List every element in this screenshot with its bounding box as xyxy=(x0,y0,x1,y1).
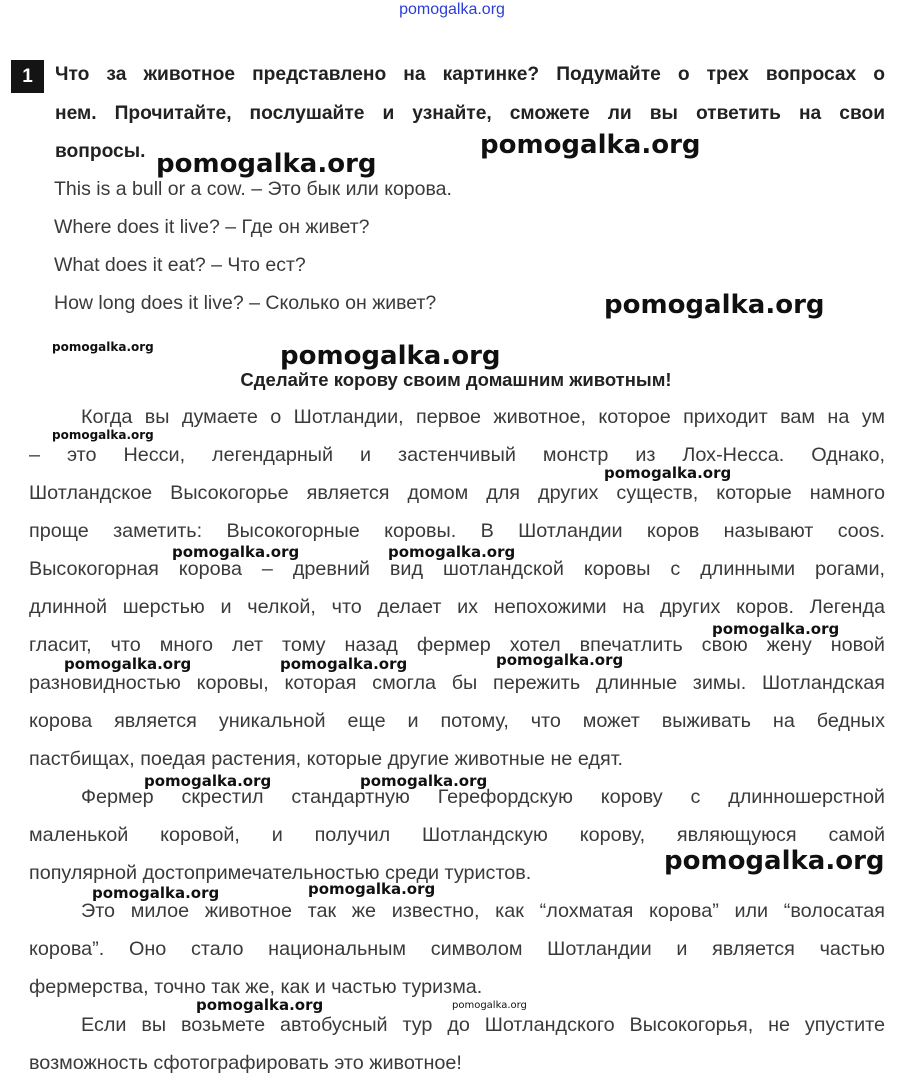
article-line: длинной шерстью и челкой, что делает их непохожими на других коров. Легенда xyxy=(29,596,885,618)
watermark: pomogalka.org xyxy=(480,130,701,160)
instruction-line: вопросы. xyxy=(55,141,146,162)
article-line: Шотландское Высокогорье является домом для других существ, которые намного xyxy=(29,482,885,504)
question-answer: What does it eat? – Что ест? xyxy=(54,254,306,276)
article-line: Высокогорная корова – древний вид шотландской коровы с длинными рогами, xyxy=(29,558,885,580)
watermark: pomogalka.org xyxy=(604,290,825,320)
watermark: pomogalka.org xyxy=(452,1000,527,1011)
article-line: возможность сфотографировать это животное! xyxy=(29,1052,462,1074)
watermark: pomogalka.org xyxy=(144,772,272,790)
watermark: pomogalka.org xyxy=(388,543,516,561)
watermark: pomogalka.org xyxy=(664,846,885,876)
article-line: Когда вы думаете о Шотландии, первое животное, которое приходит вам на ум xyxy=(81,406,885,428)
watermark: pomogalka.org xyxy=(92,884,220,902)
watermark: pomogalka.org xyxy=(360,772,488,790)
article-title: Сделайте корову своим домашним животным! xyxy=(240,369,672,390)
watermark: pomogalka.org xyxy=(196,996,324,1014)
article-line: – это Несси, легендарный и застенчивый монстр из Лох-Несса. Однако, xyxy=(29,444,885,466)
watermark: pomogalka.org xyxy=(712,620,840,638)
article-line: маленькой коровой, и получил Шотландскую корову, являющуюся самой xyxy=(29,824,885,846)
exercise-number-badge: 1 xyxy=(11,60,44,93)
watermark: pomogalka.org xyxy=(52,340,154,354)
article-line: пастбищах, поедая растения, которые другие животные не едят. xyxy=(29,748,624,770)
watermark: pomogalka.org xyxy=(308,880,436,898)
article-line: корова”. Оно стало национальным символом Шотландии и является частью xyxy=(29,938,885,960)
instruction-line: нем. Прочитайте, послушайте и узнайте, сможете ли вы ответить на свои xyxy=(55,103,885,124)
article-line: популярной достопримечательностью среди туристов. xyxy=(29,862,532,884)
article-line: разновидностью коровы, которая смогла бы пережить длинные зимы. Шотландская xyxy=(29,672,885,694)
article-line: Это милое животное так же известно, как “лохматая корова” или “волосатая xyxy=(81,900,885,922)
question-answer: This is a bull or a cow. – Это бык или корова. xyxy=(54,178,452,200)
article-line: Если вы возьмете автобусный тур до Шотландского Высокогорья, не упустите xyxy=(81,1014,885,1036)
article-line: корова является уникальной еще и потому, что может выживать на бедных xyxy=(29,710,885,732)
watermark: pomogalka.org xyxy=(156,149,377,179)
watermark: pomogalka.org xyxy=(496,651,624,669)
site-watermark-top[interactable]: pomogalka.org xyxy=(399,1,505,18)
article-line: гласит, что много лет тому назад фермер хотел впечатлить свою жену новой xyxy=(29,634,885,656)
article-line: Фермер скрестил стандартную Герефордскую корову с длинношерстной xyxy=(81,786,885,808)
article-line: проще заметить: Высокогорные коровы. В Шотландии коров называют coos. xyxy=(29,520,885,542)
question-answer: Where does it live? – Где он живет? xyxy=(54,216,370,238)
watermark: pomogalka.org xyxy=(604,464,732,482)
watermark: pomogalka.org xyxy=(280,341,501,371)
watermark: pomogalka.org xyxy=(172,543,300,561)
article-line: фермерства, точно так же, как и частью туризма. xyxy=(29,976,483,998)
watermark: pomogalka.org xyxy=(52,428,154,442)
question-answer: How long does it live? – Сколько он живет? xyxy=(54,292,437,314)
watermark: pomogalka.org xyxy=(64,655,192,673)
instruction-line: Что за животное представлено на картинке? Подумайте о трех вопросах о xyxy=(55,64,885,85)
watermark: pomogalka.org xyxy=(280,655,408,673)
